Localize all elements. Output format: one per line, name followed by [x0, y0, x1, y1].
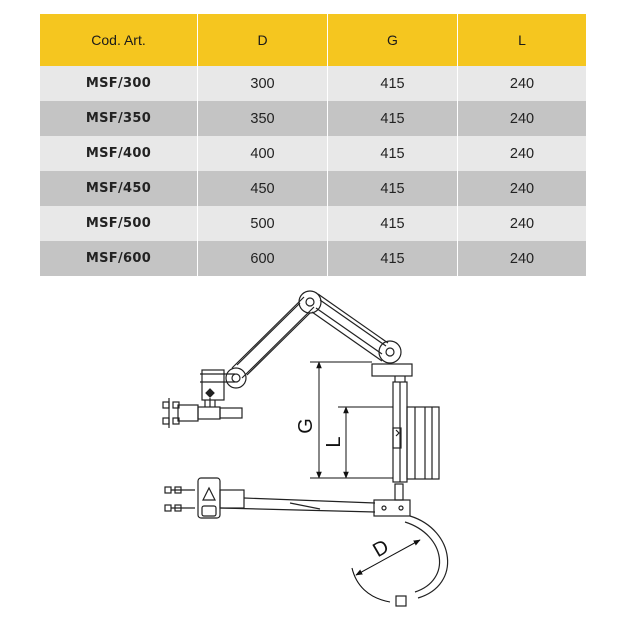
arm-segment-upper: [312, 294, 388, 361]
joint-lower: [226, 368, 246, 388]
header-g: G: [328, 14, 458, 66]
header-l: L: [458, 14, 586, 66]
table-row: [40, 171, 586, 206]
spec-table: [40, 14, 586, 276]
table-row: [40, 241, 586, 276]
table-row: [40, 101, 586, 136]
arm-side-view: [163, 291, 439, 482]
cell-code: MSF/450: [40, 171, 198, 206]
dimension-l: [338, 407, 393, 478]
cell-l: 240: [458, 241, 586, 276]
technical-drawing: [150, 280, 480, 620]
cell-d: 500: [198, 206, 328, 241]
hood-arc: [410, 516, 448, 598]
cell-d: 400: [198, 136, 328, 171]
cell-g: 415: [328, 206, 458, 241]
table-row: [40, 206, 586, 241]
header-d: D: [198, 14, 328, 66]
cell-d: 450: [198, 171, 328, 206]
table-row: [40, 136, 586, 171]
cell-l: 240: [458, 171, 586, 206]
cell-l: 240: [458, 136, 586, 171]
joint-upper: [379, 341, 401, 363]
cell-g: 415: [328, 241, 458, 276]
base-top: [198, 478, 220, 518]
cell-code: MSF/350: [40, 101, 198, 136]
hood-head: [372, 364, 439, 482]
cell-g: 415: [328, 136, 458, 171]
label-g: G: [295, 418, 317, 434]
header-code: Cod. Art.: [40, 14, 198, 66]
cell-code: MSF/400: [40, 136, 198, 171]
cell-l: 240: [458, 206, 586, 241]
arm-top-view: [165, 478, 448, 606]
cell-l: 240: [458, 66, 586, 101]
hood-top: [374, 500, 410, 516]
cell-d: 300: [198, 66, 328, 101]
cell-g: 415: [328, 66, 458, 101]
cell-g: 415: [328, 171, 458, 206]
dimension-g: [310, 362, 393, 478]
cell-code: MSF/500: [40, 206, 198, 241]
cell-d: 350: [198, 101, 328, 136]
table-row: [40, 66, 586, 101]
label-d: D: [369, 535, 393, 562]
cell-l: 240: [458, 101, 586, 136]
cell-g: 415: [328, 101, 458, 136]
wall-bracket: [163, 398, 242, 428]
cell-code: MSF/600: [40, 241, 198, 276]
table-header-row: [40, 14, 586, 66]
cell-code: MSF/300: [40, 66, 198, 101]
cell-d: 600: [198, 241, 328, 276]
label-l: L: [323, 436, 345, 448]
